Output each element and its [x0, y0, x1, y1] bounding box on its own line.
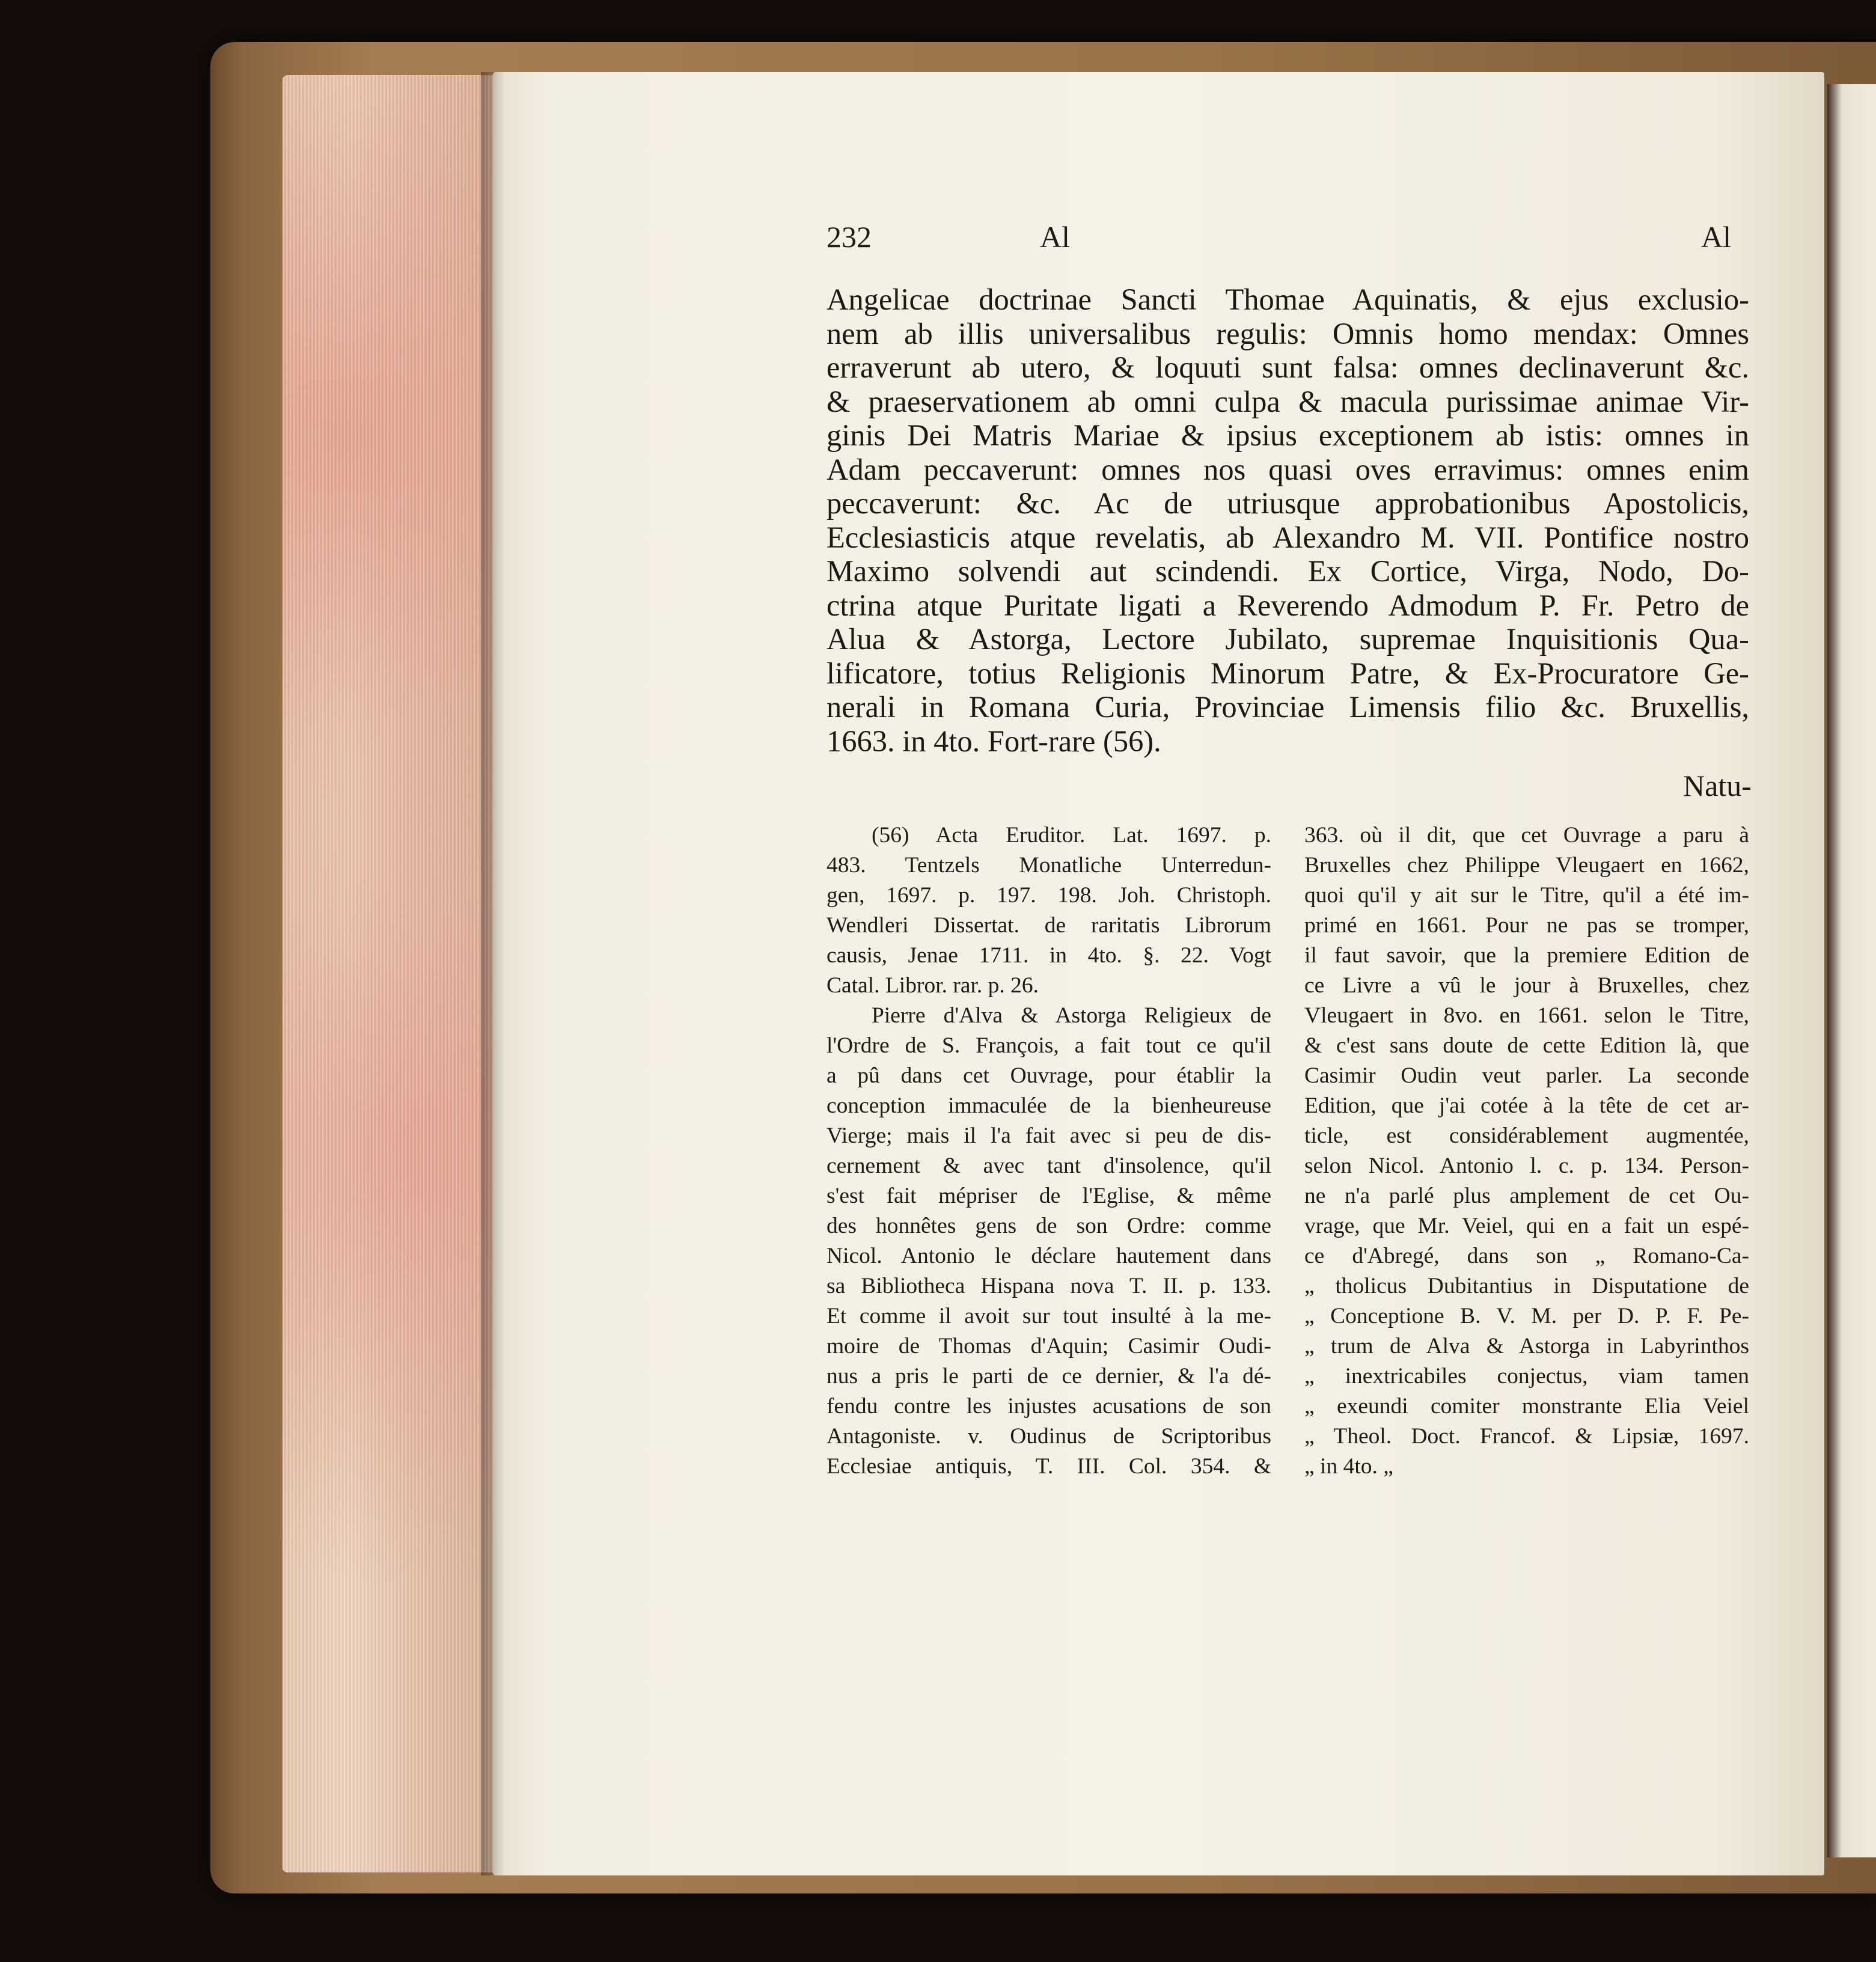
- note-line: gen, 1697. p. 197. 198. Joh. Christoph.: [826, 883, 1271, 908]
- page-number: 232: [826, 220, 872, 254]
- note-line: „ Theol. Doct. Francof. & Lipsiæ, 1697.: [1304, 1424, 1749, 1449]
- note-line: „ trum de Alva & Astorga in Labyrinthos: [1304, 1334, 1749, 1358]
- note-line: Pierre d'Alva & Astorga Religieux de: [872, 1003, 1271, 1028]
- catchword: Natu-: [1683, 769, 1752, 802]
- running-head-right: Al: [1701, 220, 1731, 254]
- note-line: causis, Jenae 1711. in 4to. §. 22. Vogt: [826, 943, 1271, 968]
- main-line: nem ab illis universalibus regulis: Omnis homo mendax: Omnes: [826, 316, 1749, 350]
- running-head-left: Al: [1040, 220, 1070, 254]
- note-line: Antagoniste. v. Oudinus de Scriptoribus: [826, 1424, 1271, 1449]
- note-line: a pû dans cet Ouvrage, pour établir la: [826, 1063, 1271, 1088]
- note-line: Catal. Libror. rar. p. 26.: [826, 973, 1039, 998]
- note-line: Vierge; mais il l'a fait avec si peu de dis-: [826, 1123, 1271, 1148]
- note-line: selon Nicol. Antonio l. c. p. 134. Person-: [1304, 1154, 1749, 1178]
- main-line: 1663. in 4to. Fort-rare (56).: [826, 724, 1161, 758]
- note-line: moire de Thomas d'Aquin; Casimir Oudi-: [826, 1334, 1271, 1358]
- note-line: 363. où il dit, que cet Ouvrage a paru à: [1304, 823, 1749, 848]
- note-line: „ exeundi comiter monstrante Elia Veiel: [1304, 1394, 1749, 1419]
- note-line: ce Livre a vû le jour à Bruxelles, chez: [1304, 973, 1749, 998]
- main-line: nerali in Romana Curia, Provinciae Limensis filio &c. Bruxellis,: [826, 690, 1749, 724]
- note-line: „ inextricabiles conjectus, viam tamen: [1304, 1364, 1749, 1389]
- main-line: Adam peccaverunt: omnes nos quasi oves erravimus: omnes enim: [826, 452, 1749, 486]
- note-line: Vleugaert in 8vo. en 1661. selon le Titre,: [1304, 1003, 1749, 1028]
- running-head: [826, 219, 1749, 261]
- main-line: Angelicae doctrinae Sancti Thomae Aquinatis, & ejus exclusio-: [826, 283, 1749, 316]
- note-line: Ecclesiae antiquis, T. III. Col. 354. &: [826, 1454, 1271, 1479]
- facing-page-edge: [1827, 84, 1876, 1857]
- note-line: sa Bibliotheca Hispana nova T. II. p. 133.: [826, 1274, 1271, 1298]
- note-line: conception immaculée de la bienheureuse: [826, 1093, 1271, 1118]
- note-line: fendu contre les injustes acusations de son: [826, 1394, 1271, 1419]
- note-line: vrage, que Mr. Veiel, qui en a fait un espé-: [1304, 1214, 1749, 1238]
- note-line: Wendleri Dissertat. de raritatis Librorum: [826, 913, 1271, 938]
- note-line: „ in 4to. „: [1304, 1454, 1393, 1479]
- note-line: Bruxelles chez Philippe Vleugaert en 1662,: [1304, 853, 1749, 878]
- note-line: Nicol. Antonio le déclare hautement dans: [826, 1244, 1271, 1268]
- main-line: ctrina atque Puritate ligati a Reverendo Admodum P. Fr. Petro de: [826, 588, 1749, 622]
- note-line: des honnêtes gens de son Ordre: comme: [826, 1214, 1271, 1238]
- main-line: ginis Dei Matris Mariae & ipsius exceptionem ab istis: omnes in: [826, 418, 1749, 452]
- note-line: il faut savoir, que la premiere Edition de: [1304, 943, 1749, 968]
- footnote-column-right: [1304, 821, 1749, 1482]
- main-line: Ecclesiasticis atque revelatis, ab Alexandro M. VII. Pontifice nostro: [826, 520, 1749, 554]
- main-line: peccaverunt: &c. Ac de utriusque approbationibus Apostolicis,: [826, 486, 1749, 520]
- note-line: l'Ordre de S. François, a fait tout ce qu'il: [826, 1033, 1271, 1058]
- note-line: s'est fait mépriser de l'Eglise, & même: [826, 1184, 1271, 1208]
- note-line: ne n'a parlé plus amplement de cet Ou-: [1304, 1184, 1749, 1208]
- note-line: Edition, que j'ai cotée à la tête de cet ar-: [1304, 1093, 1749, 1118]
- note-line: Et comme il avoit sur tout insulté à la me-: [826, 1304, 1271, 1328]
- main-line: lificatore, totius Religionis Minorum Patre, & Ex-Procuratore Ge-: [826, 656, 1749, 690]
- main-line: erraverunt ab utero, & loquuti sunt falsa: omnes declinaverunt &c.: [826, 350, 1749, 384]
- main-text-block: [826, 283, 1749, 758]
- main-line: Alua & Astorga, Lectore Jubilato, supremae Inquisitionis Qua-: [826, 622, 1749, 656]
- note-line: ticle, est considérablement augmentée,: [1304, 1123, 1749, 1148]
- note-line: 483. Tentzels Monatliche Unterredun-: [826, 853, 1271, 878]
- note-line: ce d'Abregé, dans son „ Romano-Ca-: [1304, 1244, 1749, 1268]
- note-line: „ tholicus Dubitantius in Disputatione de: [1304, 1274, 1749, 1298]
- note-line: & c'est sans doute de cette Edition là, que: [1304, 1033, 1749, 1058]
- note-line: primé en 1661. Pour ne pas se tromper,: [1304, 913, 1749, 938]
- note-line: nus a pris le parti de ce dernier, & l'a dé-: [826, 1364, 1271, 1389]
- note-line: quoi qu'il y ait sur le Titre, qu'il a été im-: [1304, 883, 1749, 908]
- main-line: Maximo solvendi aut scindendi. Ex Cortice, Virga, Nodo, Do-: [826, 554, 1749, 588]
- note-line: Casimir Oudin veut parler. La seconde: [1304, 1063, 1749, 1088]
- page-edges: [283, 75, 499, 1872]
- footnote-column-left: [826, 821, 1271, 1482]
- note-line: cernement & avec tant d'insolence, qu'il: [826, 1154, 1271, 1178]
- note-line: „ Conceptione B. V. M. per D. P. F. Pe-: [1304, 1304, 1749, 1328]
- gutter-shadow: [481, 72, 505, 1875]
- note-line: (56) Acta Eruditor. Lat. 1697. p.: [872, 823, 1271, 848]
- main-line: & praeservationem ab omni culpa & macula purissimae animae Vir-: [826, 384, 1749, 418]
